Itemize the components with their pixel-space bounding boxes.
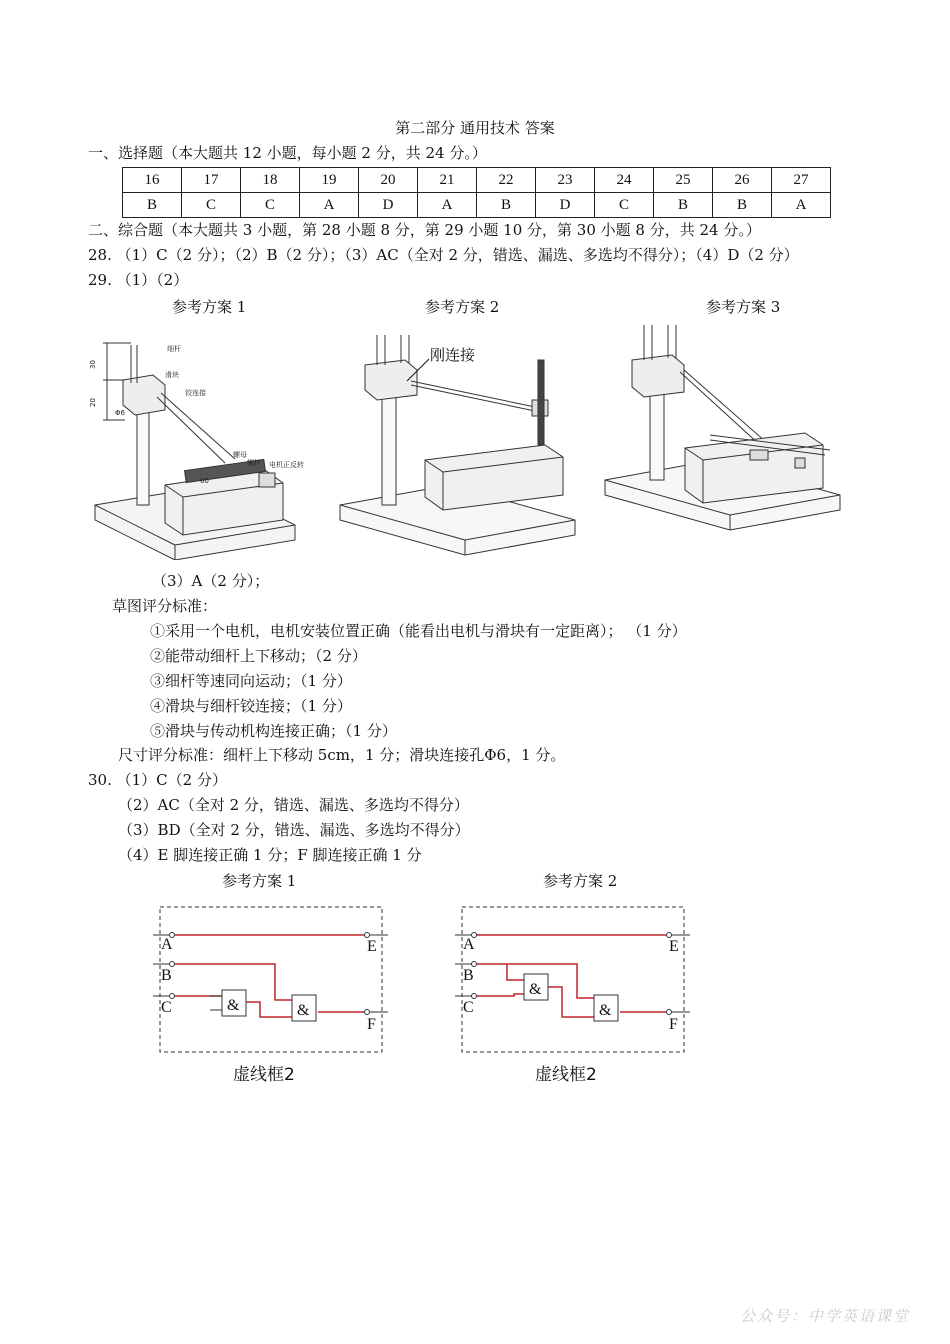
table-cell: B: [654, 193, 713, 218]
table-cell: 19: [300, 168, 359, 193]
phi6-label: Φ6: [115, 409, 125, 417]
page-title: 第二部分 通用技术 答案: [395, 119, 555, 137]
table-cell: B: [713, 193, 772, 218]
table-cell: 25: [654, 168, 713, 193]
criteria-item: ③细杆等速同向运动；（1 分）: [150, 672, 352, 690]
pin-b: B: [463, 967, 474, 984]
watermark: 公众号：中学英语课堂: [739, 1307, 910, 1325]
motor-label: 电机正反转: [269, 461, 304, 469]
answer-table: [122, 167, 831, 218]
table-cell: A: [772, 193, 831, 218]
table-cell: 16: [123, 168, 182, 193]
logic-circuit-scheme-2: [452, 900, 692, 1060]
circuit-caption-scheme-1: 参考方案 1: [222, 872, 297, 890]
table-cell: 27: [772, 168, 831, 193]
table-cell: 26: [713, 168, 772, 193]
pin-e: E: [367, 938, 377, 955]
table-cell: 24: [595, 168, 654, 193]
criteria-item: ①采用一个电机，电机安装位置正确（能看出电机与滑块有一定距离）； （1 分）: [150, 622, 687, 640]
table-cell: 23: [536, 168, 595, 193]
fig-caption-scheme-1: 参考方案 1: [172, 298, 247, 316]
table-cell: 18: [241, 168, 300, 193]
rod-label: 细杆: [167, 345, 181, 353]
table-cell: C: [182, 193, 241, 218]
pin-f: F: [367, 1016, 376, 1033]
and-gate-2: &: [599, 1002, 612, 1019]
table-row-answers: [123, 193, 831, 218]
table-cell: A: [300, 193, 359, 218]
pin-e: E: [669, 938, 679, 955]
slider-label: 滑块: [165, 371, 179, 379]
pin-a: A: [161, 936, 173, 953]
table-cell: B: [123, 193, 182, 218]
circuit-caption-scheme-2: 参考方案 2: [543, 872, 618, 890]
mechanism-diagram-scheme-1: [85, 335, 305, 560]
pin-c: C: [463, 999, 474, 1016]
screw-label: 螺杆: [247, 459, 261, 467]
criteria-item: ②能带动细杆上下移动；（2 分）: [150, 647, 367, 665]
table-cell: 17: [182, 168, 241, 193]
size-criteria: 尺寸评分标准：细杆上下移动 5cm，1 分；滑块连接孔Φ6，1 分。: [118, 746, 566, 764]
pin-a: A: [463, 936, 475, 953]
table-cell: 21: [418, 168, 477, 193]
dim-60: 60: [200, 477, 209, 485]
sketch-criteria-title: 草图评分标准：: [112, 597, 218, 615]
q30-answer-2: （2）AC（全对 2 分，错选、漏选、多选均不得分）: [118, 796, 469, 814]
table-cell: 20: [359, 168, 418, 193]
fig-caption-scheme-3: 参考方案 3: [706, 298, 781, 316]
dim-20: 20: [89, 398, 97, 407]
and-gate-1: &: [529, 981, 542, 998]
table-cell: A: [418, 193, 477, 218]
pin-c: C: [161, 999, 172, 1016]
q28-answer: 28. （1）C（2 分）；（2）B（2 分）；（3）AC（全对 2 分，错选、漏选、多选均不得分）；（4）D（2 分）: [88, 246, 799, 264]
mechanism-diagram-scheme-3: [600, 320, 845, 540]
q29-3-answer: （3）A（2 分）；: [152, 572, 270, 590]
rigid-connection-label: 刚连接: [430, 346, 476, 364]
table-cell: 22: [477, 168, 536, 193]
q30-answer-1: 30. （1）C（2 分）: [88, 771, 227, 789]
mechanism-diagram-scheme-2: [335, 335, 580, 560]
and-gate-2: &: [297, 1002, 310, 1019]
section-heading-comprehensive: 二、综合题（本大题共 3 小题，第 28 小题 8 分，第 29 小题 10 分，第 30 小题 8 分，共 24 分。）: [88, 221, 761, 239]
q30-answer-3: （3）BD（全对 2 分，错选、漏选、多选均不得分）: [118, 821, 470, 839]
criteria-item: ④滑块与细杆铰连接；（1 分）: [150, 697, 352, 715]
dashed-box-label-2: 虚线框2: [535, 1065, 597, 1085]
table-cell: D: [536, 193, 595, 218]
hinge-label: 铰连接: [185, 389, 206, 397]
pin-b: B: [161, 967, 172, 984]
q29-heading: 29. （1）（2）: [88, 271, 189, 289]
nut-label: 螺母: [233, 451, 247, 459]
q30-answer-4: （4）E 脚连接正确 1 分；F 脚连接正确 1 分: [118, 846, 422, 864]
pin-f: F: [669, 1016, 678, 1033]
table-cell: B: [477, 193, 536, 218]
logic-circuit-scheme-1: [150, 900, 390, 1060]
dashed-box-label-1: 虚线框2: [233, 1065, 295, 1085]
and-gate-1: &: [227, 997, 240, 1014]
table-cell: C: [595, 193, 654, 218]
table-cell: C: [241, 193, 300, 218]
table-row-numbers: [123, 168, 831, 193]
section-heading-choice: 一、选择题（本大题共 12 小题，每小题 2 分，共 24 分。）: [88, 144, 487, 162]
dim-30: 30: [89, 360, 97, 369]
criteria-item: ⑤滑块与传动机构连接正确；（1 分）: [150, 722, 397, 740]
table-cell: D: [359, 193, 418, 218]
fig-caption-scheme-2: 参考方案 2: [425, 298, 500, 316]
